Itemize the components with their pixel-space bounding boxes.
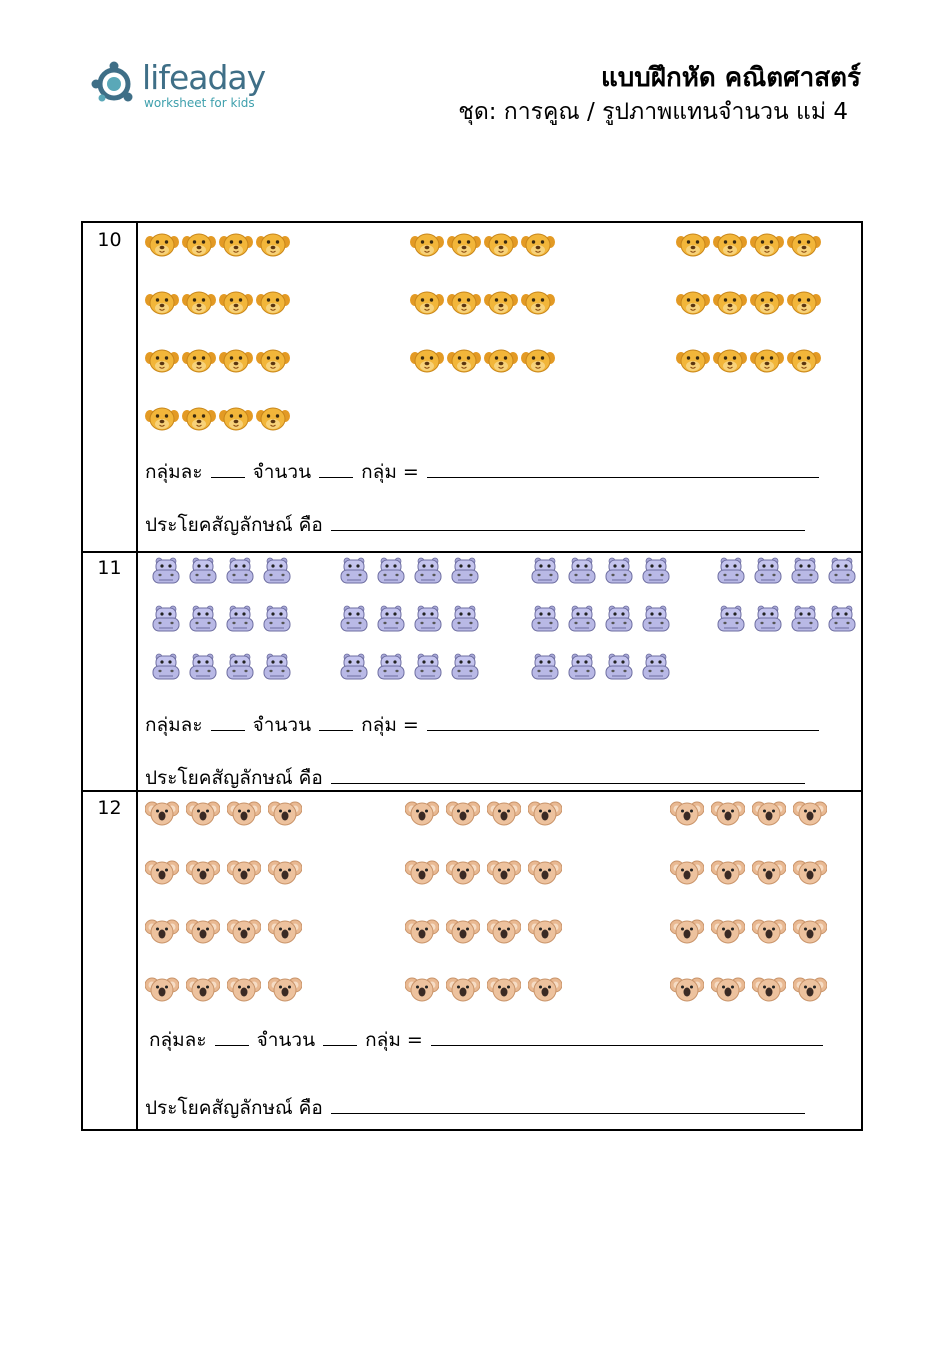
dog-face-icon xyxy=(256,405,290,433)
koala-face-icon xyxy=(145,917,179,945)
hippo-face-icon xyxy=(223,605,257,633)
koala-face-icon xyxy=(793,799,827,827)
hippo-face-icon xyxy=(602,605,636,633)
number-column-divider xyxy=(136,223,138,1129)
koala-face-icon xyxy=(145,858,179,886)
worksheet-table xyxy=(81,221,863,1131)
dog-face-icon xyxy=(182,231,216,259)
worksheet-title: แบบฝึกหัด คณิตศาสตร์ xyxy=(600,63,861,93)
hippo-face-icon xyxy=(374,605,408,633)
koala-face-icon xyxy=(145,975,179,1003)
hippo-face-icon xyxy=(223,557,257,585)
koala-face-icon xyxy=(711,858,745,886)
koala-face-icon xyxy=(227,799,261,827)
koala-face-icon xyxy=(268,799,302,827)
label-groups: กลุ่ม = xyxy=(361,714,419,736)
hippo-face-icon xyxy=(337,605,371,633)
dog-face-icon xyxy=(256,347,290,375)
koala-face-icon xyxy=(487,975,521,1003)
label-sentence: ประโยคสัญลักษณ์ คือ xyxy=(145,767,323,789)
koala-face-icon xyxy=(793,858,827,886)
koala-face-icon xyxy=(227,858,261,886)
koala-face-icon xyxy=(752,858,786,886)
koala-face-icon xyxy=(446,917,480,945)
koala-face-icon xyxy=(711,917,745,945)
hippo-face-icon xyxy=(528,653,562,681)
hippo-face-icon xyxy=(260,605,294,633)
koala-face-icon xyxy=(670,917,704,945)
koala-face-icon xyxy=(793,975,827,1003)
label-count: จำนวน xyxy=(252,714,312,736)
answer-line-groups xyxy=(145,459,821,485)
per-group-blank[interactable] xyxy=(211,459,245,478)
hippo-face-icon xyxy=(149,605,183,633)
answer-line-groups xyxy=(149,1027,825,1053)
koala-face-icon xyxy=(528,858,562,886)
koala-face-icon xyxy=(405,799,439,827)
dog-face-icon xyxy=(750,231,784,259)
koala-face-icon xyxy=(528,917,562,945)
question-number: 12 xyxy=(97,797,122,819)
dog-face-icon xyxy=(521,347,555,375)
hippo-face-icon xyxy=(186,605,220,633)
logo-mark-icon xyxy=(90,60,138,108)
hippo-face-icon xyxy=(223,653,257,681)
hippo-face-icon xyxy=(639,653,673,681)
hippo-face-icon xyxy=(639,605,673,633)
label-groups: กลุ่ม = xyxy=(361,461,419,483)
dog-face-icon xyxy=(484,289,518,317)
answer-line-sentence xyxy=(145,765,807,791)
worksheet-subtitle: ชุด: การคูณ / รูปภาพแทนจำนวน แม่ 4 xyxy=(458,99,848,125)
group-count-blank[interactable] xyxy=(319,459,353,478)
koala-face-icon xyxy=(528,975,562,1003)
label-groups: กลุ่ม = xyxy=(365,1029,423,1051)
dog-face-icon xyxy=(713,289,747,317)
hippo-face-icon xyxy=(751,605,785,633)
per-group-blank[interactable] xyxy=(211,712,245,731)
dog-face-icon xyxy=(750,289,784,317)
hippo-face-icon xyxy=(565,557,599,585)
dog-face-icon xyxy=(410,231,444,259)
hippo-face-icon xyxy=(825,557,859,585)
koala-face-icon xyxy=(752,917,786,945)
dog-face-icon xyxy=(145,405,179,433)
koala-face-icon xyxy=(186,858,220,886)
hippo-face-icon xyxy=(639,557,673,585)
dog-face-icon xyxy=(521,231,555,259)
label-group-each: กลุ่มละ xyxy=(145,714,203,736)
koala-face-icon xyxy=(487,858,521,886)
hippo-face-icon xyxy=(374,653,408,681)
dog-face-icon xyxy=(256,231,290,259)
hippo-face-icon xyxy=(788,557,822,585)
hippo-face-icon xyxy=(565,605,599,633)
koala-face-icon xyxy=(186,917,220,945)
koala-face-icon xyxy=(186,975,220,1003)
group-count-blank[interactable] xyxy=(319,712,353,731)
hippo-face-icon xyxy=(602,653,636,681)
dog-face-icon xyxy=(676,347,710,375)
dog-face-icon xyxy=(145,289,179,317)
dog-face-icon xyxy=(219,347,253,375)
dog-face-icon xyxy=(787,289,821,317)
koala-face-icon xyxy=(446,975,480,1003)
hippo-face-icon xyxy=(149,557,183,585)
group-count-blank[interactable] xyxy=(323,1027,357,1046)
hippo-face-icon xyxy=(448,653,482,681)
answer-line-sentence xyxy=(145,1095,807,1121)
label-group-each: กลุ่มละ xyxy=(145,461,203,483)
koala-face-icon xyxy=(711,975,745,1003)
dog-face-icon xyxy=(713,347,747,375)
dog-face-icon xyxy=(182,347,216,375)
dog-face-icon xyxy=(145,231,179,259)
dog-face-icon xyxy=(219,405,253,433)
koala-face-icon xyxy=(752,975,786,1003)
dog-face-icon xyxy=(676,289,710,317)
koala-face-icon xyxy=(405,917,439,945)
koala-face-icon xyxy=(670,858,704,886)
dog-face-icon xyxy=(521,289,555,317)
per-group-blank[interactable] xyxy=(215,1027,249,1046)
logo-tagline: worksheet for kids xyxy=(144,96,255,110)
hippo-face-icon xyxy=(528,557,562,585)
koala-face-icon xyxy=(268,858,302,886)
hippo-face-icon xyxy=(149,653,183,681)
dog-face-icon xyxy=(750,347,784,375)
koala-face-icon xyxy=(145,799,179,827)
koala-face-icon xyxy=(227,917,261,945)
dog-face-icon xyxy=(219,289,253,317)
hippo-face-icon xyxy=(260,653,294,681)
koala-face-icon xyxy=(227,975,261,1003)
hippo-face-icon xyxy=(788,605,822,633)
koala-face-icon xyxy=(487,917,521,945)
hippo-face-icon xyxy=(411,605,445,633)
dog-face-icon xyxy=(787,347,821,375)
hippo-face-icon xyxy=(565,653,599,681)
dog-face-icon xyxy=(256,289,290,317)
row-divider xyxy=(83,551,861,553)
hippo-face-icon xyxy=(448,605,482,633)
hippo-face-icon xyxy=(374,557,408,585)
hippo-face-icon xyxy=(448,557,482,585)
koala-face-icon xyxy=(487,799,521,827)
question-number: 10 xyxy=(97,229,122,251)
dog-face-icon xyxy=(676,231,710,259)
koala-face-icon xyxy=(268,975,302,1003)
hippo-face-icon xyxy=(411,653,445,681)
dog-face-icon xyxy=(787,231,821,259)
total-blank[interactable] xyxy=(431,1027,823,1046)
dog-face-icon xyxy=(410,347,444,375)
dog-face-icon xyxy=(484,347,518,375)
label-count: จำนวน xyxy=(256,1029,316,1051)
dog-face-icon xyxy=(447,231,481,259)
logo xyxy=(90,58,290,118)
question-number: 11 xyxy=(97,557,122,579)
dog-face-icon xyxy=(447,289,481,317)
hippo-face-icon xyxy=(260,557,294,585)
hippo-face-icon xyxy=(714,557,748,585)
label-count: จำนวน xyxy=(252,461,312,483)
logo-name: lifeaday xyxy=(142,58,266,97)
sentence-blank[interactable] xyxy=(331,765,805,784)
sentence-blank[interactable] xyxy=(331,512,805,531)
total-blank[interactable] xyxy=(427,712,819,731)
hippo-face-icon xyxy=(528,605,562,633)
hippo-face-icon xyxy=(186,653,220,681)
koala-face-icon xyxy=(793,917,827,945)
answer-line-sentence xyxy=(145,512,807,538)
koala-face-icon xyxy=(752,799,786,827)
total-blank[interactable] xyxy=(427,459,819,478)
hippo-face-icon xyxy=(411,557,445,585)
hippo-face-icon xyxy=(714,605,748,633)
koala-face-icon xyxy=(405,858,439,886)
dog-face-icon xyxy=(484,231,518,259)
hippo-face-icon xyxy=(337,653,371,681)
dog-face-icon xyxy=(182,405,216,433)
dog-face-icon xyxy=(410,289,444,317)
koala-face-icon xyxy=(711,799,745,827)
dog-face-icon xyxy=(713,231,747,259)
hippo-face-icon xyxy=(602,557,636,585)
label-group-each: กลุ่มละ xyxy=(149,1029,207,1051)
dog-face-icon xyxy=(182,289,216,317)
koala-face-icon xyxy=(528,799,562,827)
hippo-face-icon xyxy=(751,557,785,585)
koala-face-icon xyxy=(446,799,480,827)
koala-face-icon xyxy=(405,975,439,1003)
sentence-blank[interactable] xyxy=(331,1095,805,1114)
hippo-face-icon xyxy=(337,557,371,585)
label-sentence: ประโยคสัญลักษณ์ คือ xyxy=(145,1097,323,1119)
koala-face-icon xyxy=(268,917,302,945)
dog-face-icon xyxy=(145,347,179,375)
koala-face-icon xyxy=(186,799,220,827)
answer-line-groups xyxy=(145,712,821,738)
hippo-face-icon xyxy=(825,605,859,633)
koala-face-icon xyxy=(670,975,704,1003)
hippo-face-icon xyxy=(186,557,220,585)
koala-face-icon xyxy=(446,858,480,886)
dog-face-icon xyxy=(447,347,481,375)
dog-face-icon xyxy=(219,231,253,259)
label-sentence: ประโยคสัญลักษณ์ คือ xyxy=(145,514,323,536)
koala-face-icon xyxy=(670,799,704,827)
